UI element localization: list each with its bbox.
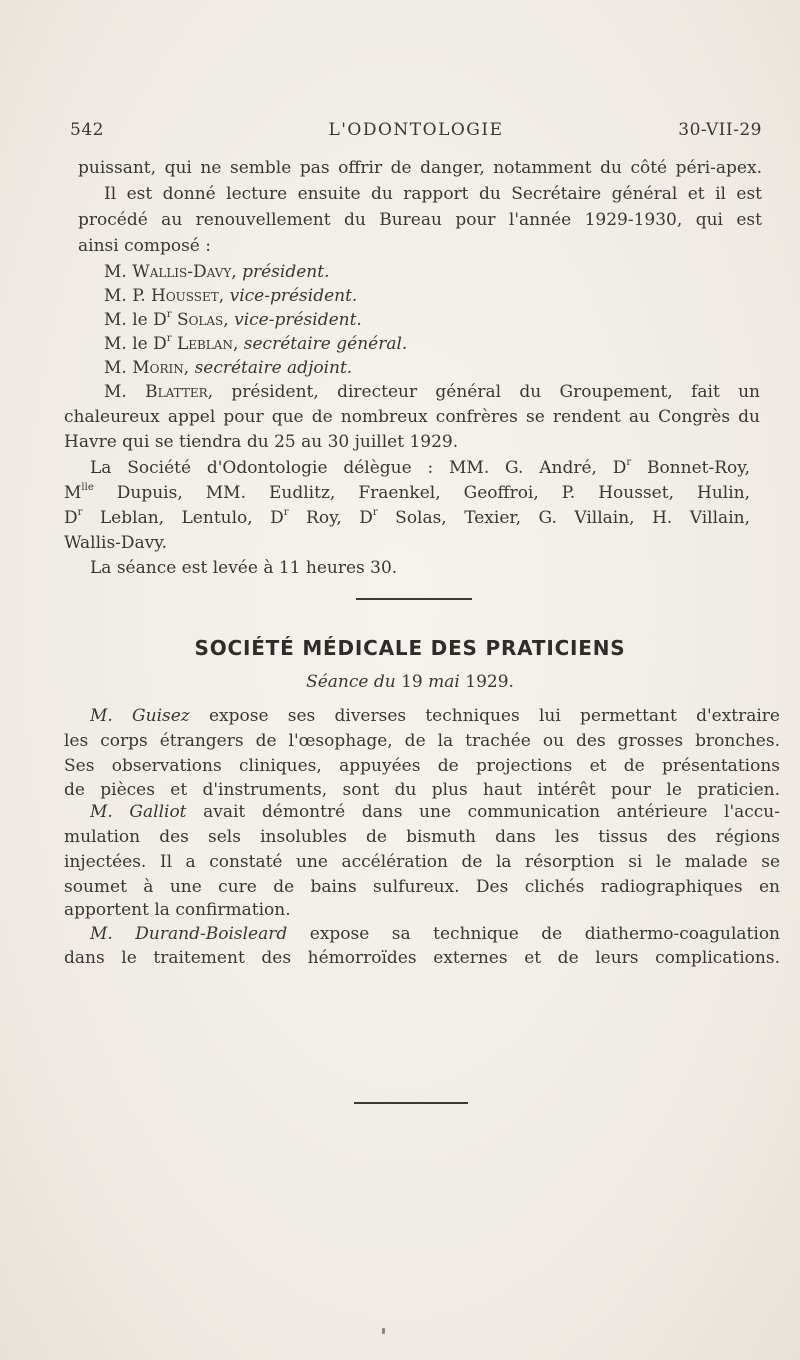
running-header xyxy=(70,120,762,144)
body-text: La Société d'Odontologie délègue : MM. G. André, D xyxy=(90,458,627,478)
body-line: puissant, qui ne semble pas offrir de danger, notamment du côté péri-apex. xyxy=(78,158,762,178)
body-line: Il est donné lecture ensuite du rapport du Secrétaire général et il est xyxy=(104,184,762,204)
subtitle-day: 19 xyxy=(401,672,423,692)
body-line: ainsi composé : xyxy=(78,236,211,256)
body-line: injectées. Il a constaté une accélération de la résorption si le malade se xyxy=(64,852,780,872)
print-speck xyxy=(382,1328,385,1334)
bureau-prefix: M. xyxy=(104,358,133,378)
bureau-role: secrétaire adjoint. xyxy=(194,358,353,378)
closing-line: La séance est levée à 11 heures 30. xyxy=(90,558,398,578)
bureau-member: M. le $D^r$ Solas, vice-président. xyxy=(104,309,362,330)
bureau-member: M. Morin, secrétaire adjoint. xyxy=(104,358,353,378)
bureau-name: Morin xyxy=(132,358,184,378)
body-text: avait démontré dans une communication antérieure l'accu- xyxy=(186,802,780,822)
superscript: r xyxy=(626,457,632,469)
bureau-member: M. P. Housset, vice-président. xyxy=(104,286,358,306)
body-line: chaleureux appel pour que de nombreux confrères se rendent au Congrès du xyxy=(64,407,760,427)
superscript: r xyxy=(283,507,289,519)
section-title: SOCIÉTÉ MÉDICALE DES PRATICIENS xyxy=(194,636,626,660)
person-name: Blatter xyxy=(145,382,208,402)
body-line xyxy=(90,922,780,946)
end-divider xyxy=(354,1102,468,1104)
bureau-prefix: M. P. xyxy=(104,286,152,306)
body-text: expose sa technique de diathermo-coagulation xyxy=(287,924,780,944)
person-name: M. Galliot xyxy=(90,802,187,822)
body-line: les corps étrangers de l'œsophage, de la trachée ou des grosses bronches. xyxy=(64,731,780,751)
honorific: M. xyxy=(104,382,146,402)
body-text: , président, directeur général du Groupement, fait un xyxy=(207,382,761,402)
body-line xyxy=(64,481,750,505)
person-name: M. Durand-Boisleard xyxy=(90,924,288,944)
bureau-prefix: M. le D xyxy=(104,334,167,354)
page-number: 542 xyxy=(70,120,104,140)
body-line xyxy=(90,704,780,728)
body-line xyxy=(104,380,760,404)
bureau-name: Housset xyxy=(151,286,219,306)
body-line xyxy=(90,800,780,824)
bureau-name: Wallis-Davy xyxy=(132,262,232,282)
superscript: lle xyxy=(81,482,94,494)
section-divider xyxy=(356,598,472,600)
bureau-name: Solas xyxy=(176,310,224,330)
subtitle-month: mai xyxy=(428,672,460,692)
body-text: Dupuis, MM. Eudlitz, Fraenkel, Geoffroi, P. Housset, Hulin, xyxy=(93,483,750,503)
bureau-prefix: M. le D xyxy=(104,310,167,330)
body-text: D xyxy=(64,508,78,528)
body-line xyxy=(90,456,750,480)
bureau-name: Leblan xyxy=(176,334,233,354)
body-line: de pièces et d'instruments, sont du plus haut intérêt pour le praticien. xyxy=(64,780,780,800)
body-text: expose ses diverses techniques lui permettant d'extraire xyxy=(189,706,780,726)
body-line: procédé au renouvellement du Bureau pour l'année 1929-1930, qui est xyxy=(78,210,762,230)
bureau-member: M. Wallis-Davy, président. xyxy=(104,262,330,282)
body-text: Bonnet-Roy, xyxy=(631,458,750,478)
issue-date: 30-VII-29 xyxy=(678,120,762,140)
body-text: Solas, Texier, G. Villain, H. Villain, xyxy=(377,508,750,528)
body-line: mulation des sels insolubles de bismuth dans les tissus des régions xyxy=(64,827,780,847)
body-text: M xyxy=(64,483,82,503)
body-line xyxy=(64,506,750,530)
body-text: Roy, D xyxy=(288,508,373,528)
body-text: Leblan, Lentulo, D xyxy=(82,508,284,528)
bureau-role: secrétaire général. xyxy=(243,334,408,354)
bureau-role: vice-président. xyxy=(229,286,358,306)
bureau-member: M. le $D^r$ Leblan, secrétaire général. xyxy=(104,333,408,354)
bureau-role: président. xyxy=(242,262,330,282)
superscript: r xyxy=(372,507,378,519)
subtitle-year: 1929. xyxy=(465,672,514,692)
bureau-prefix: M. xyxy=(104,262,133,282)
body-line: Wallis-Davy. xyxy=(64,533,168,553)
body-line: dans le traitement des hémorroïdes externes et de leurs complications. xyxy=(64,948,780,968)
body-line: Havre qui se tiendra du 25 au 30 juillet 1929. xyxy=(64,432,459,452)
subtitle-prefix: Séance du xyxy=(306,672,396,692)
bureau-role: vice-président. xyxy=(234,310,362,330)
body-line: apportent la confirmation. xyxy=(64,900,291,920)
superscript: r xyxy=(166,309,172,321)
person-name: M. Guisez xyxy=(90,706,190,726)
superscript: r xyxy=(166,333,172,345)
superscript: r xyxy=(77,507,83,519)
body-line: Ses observations cliniques, appuyées de projections et de présentations xyxy=(64,756,780,776)
meeting-date xyxy=(200,672,620,692)
journal-title: L'ODONTOLOGIE xyxy=(328,120,504,140)
body-line: soumet à une cure de bains sulfureux. Des clichés radiographiques en xyxy=(64,877,780,897)
